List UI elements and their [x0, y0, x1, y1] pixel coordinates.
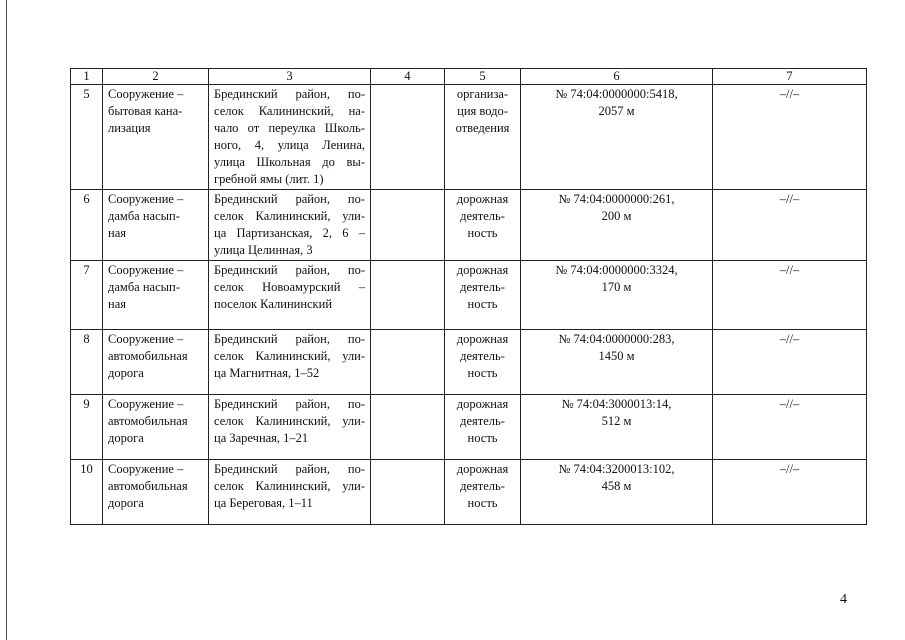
header-cell: 4: [371, 69, 445, 85]
text-line: Брединский район, по-: [214, 87, 365, 101]
text-line: Брединский район, по-: [214, 263, 365, 277]
text-line: № 74:04:3200013:102,: [558, 462, 675, 476]
column-4-cell: [371, 460, 445, 525]
text-line: Сооружение –: [108, 87, 184, 101]
text-line: селок Калининский, ули-: [214, 479, 365, 493]
text-line: селок Калининский, ули-: [214, 349, 365, 363]
note-cell: –//–: [713, 330, 867, 395]
text-line: ная: [108, 226, 126, 240]
header-cell: 5: [445, 69, 521, 85]
table-row: [71, 460, 867, 525]
text-line: ца Береговая, 1–11: [214, 496, 313, 510]
header-cell: 1: [71, 69, 103, 85]
text-line: селок Калининский, на-: [214, 104, 365, 118]
text-line: отведения: [455, 121, 510, 135]
object-name-cell: [103, 261, 209, 330]
text-line: Сооружение –: [108, 263, 184, 277]
row-number-cell: 5: [71, 85, 103, 190]
text-line: ная: [108, 297, 126, 311]
text-line: Брединский район, по-: [214, 332, 365, 346]
text-line: лизация: [108, 121, 151, 135]
purpose-cell: [445, 395, 521, 460]
text-line: 1450 м: [598, 349, 635, 363]
table-row: [71, 330, 867, 395]
text-line: селок Калининский, ули-: [214, 209, 365, 223]
text-line: организа-: [456, 87, 509, 101]
object-name-cell: [103, 85, 209, 190]
text-line: № 74:04:0000000:5418,: [555, 87, 678, 101]
text-line: ного, 4, улица Ленина,: [214, 138, 365, 152]
note-cell: –//–: [713, 85, 867, 190]
text-line: дорожная: [456, 332, 509, 346]
text-line: 458 м: [601, 479, 632, 493]
address-cell: [209, 190, 371, 261]
header-cell: 6: [521, 69, 713, 85]
cadastral-number-cell: [521, 85, 713, 190]
text-line: ца Партизанская, 2, 6 –: [214, 226, 365, 240]
column-4-cell: [371, 261, 445, 330]
text-line: дорожная: [456, 192, 509, 206]
text-line: Сооружение –: [108, 397, 184, 411]
text-line: автомобильная: [108, 479, 188, 493]
purpose-cell: [445, 460, 521, 525]
note-cell: –//–: [713, 261, 867, 330]
row-number-cell: 8: [71, 330, 103, 395]
address-cell: [209, 85, 371, 190]
text-line: Брединский район, по-: [214, 462, 365, 476]
text-line: дорожная: [456, 397, 509, 411]
text-line: ность: [467, 226, 498, 240]
note-cell: –//–: [713, 395, 867, 460]
text-line: деятель-: [460, 209, 505, 223]
text-line: поселок Калининский: [214, 297, 333, 311]
object-name-cell: [103, 395, 209, 460]
header-cell: 7: [713, 69, 867, 85]
table-row: [71, 85, 867, 190]
text-line: деятель-: [460, 349, 505, 363]
purpose-cell: [445, 261, 521, 330]
header-row: [71, 69, 867, 85]
text-line: ность: [467, 366, 498, 380]
address-cell: [209, 261, 371, 330]
text-line: ность: [467, 431, 498, 445]
text-line: дорожная: [456, 263, 509, 277]
object-name-cell: [103, 330, 209, 395]
row-number-cell: 7: [71, 261, 103, 330]
text-line: улица Школьная до вы-: [214, 155, 365, 169]
text-line: деятель-: [460, 479, 505, 493]
text-line: дамба насып-: [108, 209, 180, 223]
text-line: деятель-: [460, 414, 505, 428]
table-row: [71, 190, 867, 261]
column-4-cell: [371, 85, 445, 190]
cadastral-number-cell: [521, 330, 713, 395]
cadastral-number-cell: [521, 261, 713, 330]
text-line: Сооружение –: [108, 462, 184, 476]
header-cell: 2: [103, 69, 209, 85]
text-line: автомобильная: [108, 414, 188, 428]
text-line: ца Магнитная, 1–52: [214, 366, 320, 380]
note-cell: –//–: [713, 190, 867, 261]
text-line: дорожная: [456, 462, 509, 476]
table-row: [71, 395, 867, 460]
text-line: Сооружение –: [108, 332, 184, 346]
text-line: № 74:04:0000000:3324,: [555, 263, 678, 277]
text-line: № 74:04:0000000:283,: [558, 332, 675, 346]
text-line: дамба насып-: [108, 280, 180, 294]
text-line: чало от переулка Школь-: [214, 121, 365, 135]
text-line: Брединский район, по-: [214, 397, 365, 411]
text-line: ность: [467, 496, 498, 510]
row-number-cell: 9: [71, 395, 103, 460]
text-line: ция водо-: [457, 104, 508, 118]
note-cell: –//–: [713, 460, 867, 525]
text-line: селок Новоамурский –: [214, 280, 365, 294]
text-line: селок Калининский, ули-: [214, 414, 365, 428]
purpose-cell: [445, 330, 521, 395]
text-line: Сооружение –: [108, 192, 184, 206]
purpose-cell: [445, 85, 521, 190]
header-cell: 3: [209, 69, 371, 85]
text-line: автомобильная: [108, 349, 188, 363]
object-name-cell: [103, 460, 209, 525]
column-4-cell: [371, 395, 445, 460]
cadastral-number-cell: [521, 460, 713, 525]
text-line: бытовая кана-: [108, 104, 183, 118]
text-line: деятель-: [460, 280, 505, 294]
address-cell: [209, 460, 371, 525]
text-line: ца Заречная, 1–21: [214, 431, 309, 445]
text-line: ность: [467, 297, 498, 311]
text-line: улица Целинная, 3: [214, 243, 313, 257]
text-line: 2057 м: [598, 104, 635, 118]
text-line: гребной ямы (лит. 1): [214, 172, 324, 186]
row-number-cell: 6: [71, 190, 103, 261]
text-line: Брединский район, по-: [214, 192, 365, 206]
text-line: № 74:04:3000013:14,: [561, 397, 672, 411]
purpose-cell: [445, 190, 521, 261]
text-line: 170 м: [601, 280, 632, 294]
column-4-cell: [371, 190, 445, 261]
address-cell: [209, 395, 371, 460]
address-cell: [209, 330, 371, 395]
cadastral-number-cell: [521, 395, 713, 460]
page-edge-line: [6, 0, 7, 640]
page-number: 4: [840, 592, 847, 607]
text-line: дорога: [108, 496, 144, 510]
column-4-cell: [371, 330, 445, 395]
table-row: [71, 261, 867, 330]
registry-table: [70, 68, 867, 525]
text-line: № 74:04:0000000:261,: [558, 192, 675, 206]
cadastral-number-cell: [521, 190, 713, 261]
text-line: дорога: [108, 431, 144, 445]
text-line: 200 м: [601, 209, 632, 223]
text-line: 512 м: [601, 414, 632, 428]
object-name-cell: [103, 190, 209, 261]
row-number-cell: 10: [71, 460, 103, 525]
text-line: дорога: [108, 366, 144, 380]
